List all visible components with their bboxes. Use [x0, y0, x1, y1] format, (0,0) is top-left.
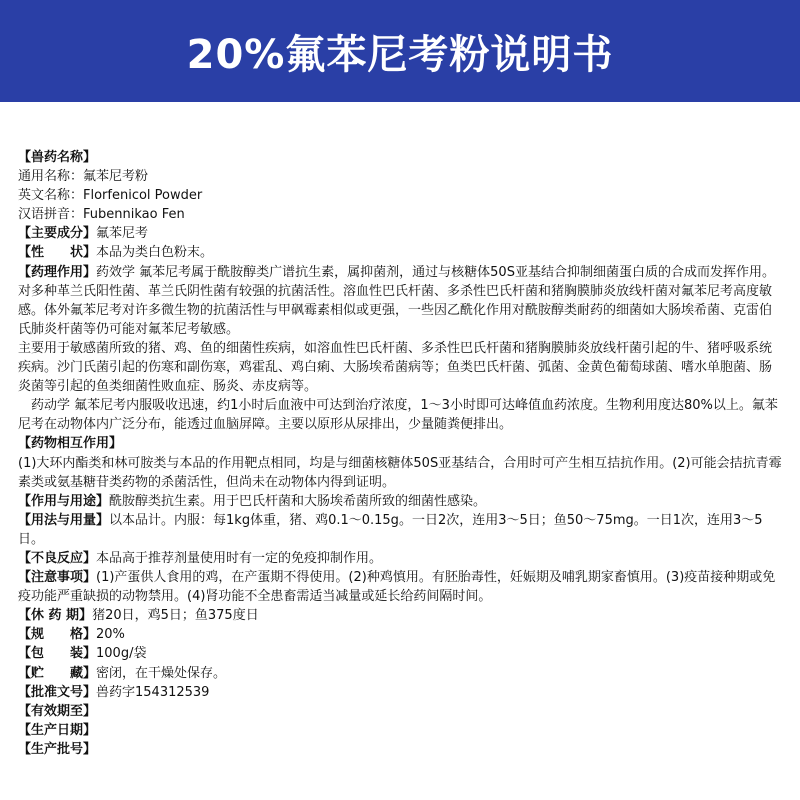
section-text: 主要用于敏感菌所致的猪、鸡、鱼的细菌性疾病，如溶血性巴氏杆菌、多杀性巴氏杆菌和猪胸膜肺炎放线杆菌引起的牛、猪呼吸系统疾病。沙门氏菌引起的伤寒和副伤寒，鸡霍乱、鸡白痢、大肠埃希菌病等；鱼类巴氏杆菌、弧菌、金黄色葡萄球菌、嗜水单胞菌、肠炎菌等引起的鱼类细菌性败血症、肠炎、赤皮病等。 — [18, 340, 773, 395]
document-paragraph — [18, 167, 784, 186]
section-text: 酰胺醇类抗生素。用于巴氏杆菌和大肠埃希菌所致的细菌性感染。 — [109, 493, 487, 509]
section-text: 100g/袋 — [96, 646, 147, 662]
document-paragraph — [18, 625, 784, 644]
section-heading: 【规 格】 — [18, 627, 97, 643]
section-text: 药动学 氟苯尼考内服吸收迅速，约1小时后血液中可达到治疗浓度，1～3小时即可达峰值血药浓度。生物利用度达80%以上。氟苯尼考在动物体内广泛分布，能透过血脑屏障。主要以原形从尿排出，少量随粪便排出。 — [18, 398, 778, 433]
document-paragraph — [18, 205, 784, 224]
section-heading: 【有效期至】 — [18, 703, 97, 719]
document-paragraph — [18, 243, 784, 262]
section-text: 通用名称：氟苯尼考粉 — [18, 169, 149, 185]
page-title: 20%氟苯尼考粉说明书 — [186, 31, 614, 78]
document-paragraph — [18, 721, 784, 740]
section-text: 密闭，在干燥处保存。 — [96, 665, 227, 681]
section-text: 本品为类白色粉末。 — [96, 245, 214, 261]
document-paragraph — [18, 339, 784, 396]
section-text: (1)产蛋供人食用的鸡，在产蛋期不得使用。(2)种鸡慎用。有胚胎毒性，妊娠期及哺乳期家畜慎用。(3)疫苗接种期或免疫功能严重缺损的动物禁用。(4)肾功能不全患畜需适当减量或延长给药间隔时间。 — [18, 570, 776, 605]
section-text: 兽药字154312539 — [96, 684, 210, 700]
section-heading: 【不良反应】 — [18, 550, 97, 566]
document-paragraph — [18, 148, 784, 167]
section-text: 药效学 氟苯尼考属于酰胺醇类广谱抗生素，属抑菌剂，通过与核糖体50S亚基结合抑制细菌蛋白质的合成而发挥作用。对多种革兰氏阳性菌、革兰氏阴性菌有较强的抗菌活性。溶血性巴氏杆菌、多杀性巴氏杆菌和猪胸膜肺炎放线杆菌对氟苯尼考高度敏感。体外氟苯尼考对许多微生物的抗菌活性与甲砜霉素相似或更强，一些因乙酰化作用对酰胺醇类耐药的细菌如大肠埃希菌、克雷伯氏肺炎杆菌等仍可能对氟苯尼考敏感。 — [18, 264, 775, 337]
section-heading: 【药理作用】 — [18, 264, 97, 280]
section-text: (1)大环内酯类和林可胺类与本品的作用靶点相同，均是与细菌核糖体50S亚基结合，合用时可产生相互拮抗作用。(2)可能会拮抗青霉素类或氨基糖苷类药物的杀菌活性，但尚未在动物体内得到证明。 — [18, 455, 782, 490]
section-heading: 【作用与用途】 — [18, 493, 110, 509]
section-heading: 【包 装】 — [18, 646, 97, 662]
section-heading: 【药物相互作用】 — [18, 436, 123, 452]
document-paragraph — [18, 454, 784, 492]
section-heading: 【兽药名称】 — [18, 150, 97, 165]
section-heading: 【注意事项】 — [18, 570, 97, 586]
document-paragraph — [18, 683, 784, 702]
document-paragraph — [18, 396, 784, 434]
section-heading: 【批准文号】 — [18, 684, 97, 700]
document-paragraph — [18, 434, 784, 453]
document-paragraph — [18, 511, 784, 549]
section-text: 20% — [96, 627, 125, 643]
document-paragraph — [18, 702, 784, 721]
section-text: 汉语拼音：Fubennikao Fen — [18, 207, 185, 223]
section-heading: 【贮 藏】 — [18, 665, 97, 681]
instruction-document — [18, 148, 784, 759]
document-paragraph — [18, 186, 784, 205]
document-paragraph — [18, 664, 784, 683]
section-heading: 【休 药 期】 — [18, 608, 93, 624]
section-heading: 【用法与用量】 — [18, 512, 110, 528]
document-paragraph — [18, 606, 784, 625]
document-paragraph — [18, 568, 784, 606]
section-text: 氟苯尼考 — [96, 226, 149, 242]
section-text: 猪20日，鸡5日；鱼375度日 — [92, 608, 259, 624]
section-heading: 【生产批号】 — [18, 741, 97, 757]
section-heading: 【性 状】 — [18, 245, 97, 261]
document-paragraph — [18, 549, 784, 568]
title-banner — [0, 0, 800, 102]
section-text: 以本品计。内服：每1kg体重，猪、鸡0.1～0.15g。一日2次，连用3～5日；鱼50～75mg。一日1次，连用3～5日。 — [18, 512, 763, 547]
document-paragraph — [18, 263, 784, 339]
document-paragraph — [18, 644, 784, 663]
section-heading: 【生产日期】 — [18, 722, 97, 738]
document-paragraph — [18, 224, 784, 243]
section-heading: 【主要成分】 — [18, 226, 97, 242]
section-text: 英文名称：Florfenicol Powder — [18, 188, 203, 204]
document-paragraph — [18, 492, 784, 511]
section-text: 本品高于推荐剂量使用时有一定的免疫抑制作用。 — [96, 550, 383, 566]
document-paragraph — [18, 740, 784, 759]
